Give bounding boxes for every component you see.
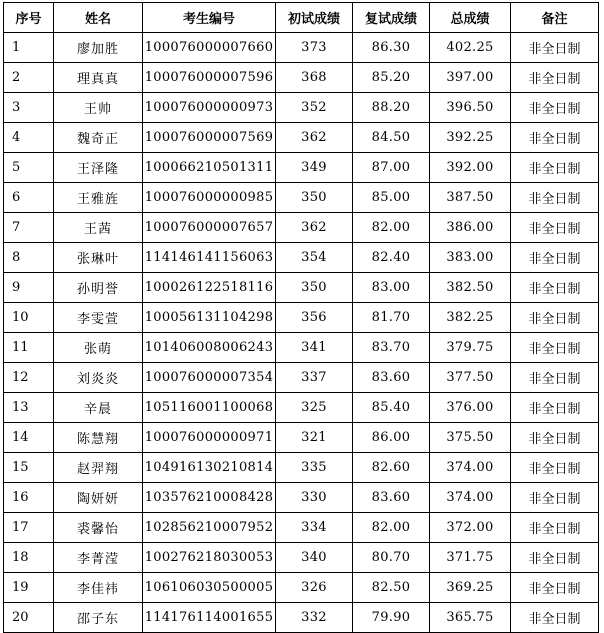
cell-exam-id: 102856210007952 bbox=[143, 513, 276, 543]
table-row bbox=[4, 63, 599, 93]
cell-prelim-score: 340 bbox=[276, 543, 353, 573]
cell-prelim-score: 332 bbox=[276, 603, 353, 633]
cell-name: 辛晨 bbox=[54, 393, 143, 423]
cell-total-score: 376.00 bbox=[430, 393, 511, 423]
cell-exam-id: 100076000007657 bbox=[143, 213, 276, 243]
cell-exam-id: 101406008006243 bbox=[143, 333, 276, 363]
table-row bbox=[4, 183, 599, 213]
header-seq: 序号 bbox=[4, 3, 54, 33]
cell-total-score: 377.50 bbox=[430, 363, 511, 393]
cell-exam-id: 100076000007596 bbox=[143, 63, 276, 93]
cell-remark: 非全日制 bbox=[511, 393, 599, 423]
cell-remark: 非全日制 bbox=[511, 363, 599, 393]
cell-remark: 非全日制 bbox=[511, 273, 599, 303]
cell-name: 李菁滢 bbox=[54, 543, 143, 573]
cell-remark: 非全日制 bbox=[511, 303, 599, 333]
cell-total-score: 365.75 bbox=[430, 603, 511, 633]
cell-remark: 非全日制 bbox=[511, 33, 599, 63]
cell-prelim-score: 356 bbox=[276, 303, 353, 333]
cell-name: 廖加胜 bbox=[54, 33, 143, 63]
table-row bbox=[4, 303, 599, 333]
cell-seq: 1 bbox=[4, 33, 54, 63]
cell-remark: 非全日制 bbox=[511, 333, 599, 363]
cell-name: 王雅旌 bbox=[54, 183, 143, 213]
cell-remark: 非全日制 bbox=[511, 93, 599, 123]
cell-retest-score: 85.00 bbox=[353, 183, 430, 213]
table-row bbox=[4, 273, 599, 303]
cell-total-score: 374.00 bbox=[430, 483, 511, 513]
table-header bbox=[4, 3, 599, 33]
table-row bbox=[4, 483, 599, 513]
cell-total-score: 372.00 bbox=[430, 513, 511, 543]
cell-remark: 非全日制 bbox=[511, 543, 599, 573]
header-prelim-score: 初试成绩 bbox=[276, 3, 353, 33]
cell-name: 张琳叶 bbox=[54, 243, 143, 273]
cell-exam-id: 100276218030053 bbox=[143, 543, 276, 573]
cell-exam-id: 114176114001655 bbox=[143, 603, 276, 633]
cell-prelim-score: 349 bbox=[276, 153, 353, 183]
cell-exam-id: 100076000007354 bbox=[143, 363, 276, 393]
cell-seq: 2 bbox=[4, 63, 54, 93]
cell-prelim-score: 335 bbox=[276, 453, 353, 483]
cell-retest-score: 82.00 bbox=[353, 513, 430, 543]
cell-exam-id: 100076000000985 bbox=[143, 183, 276, 213]
cell-retest-score: 85.20 bbox=[353, 63, 430, 93]
cell-prelim-score: 321 bbox=[276, 423, 353, 453]
cell-total-score: 397.00 bbox=[430, 63, 511, 93]
cell-prelim-score: 325 bbox=[276, 393, 353, 423]
cell-name: 李雯萱 bbox=[54, 303, 143, 333]
cell-remark: 非全日制 bbox=[511, 483, 599, 513]
cell-total-score: 382.50 bbox=[430, 273, 511, 303]
cell-prelim-score: 326 bbox=[276, 573, 353, 603]
table-row bbox=[4, 453, 599, 483]
cell-name: 魏奇正 bbox=[54, 123, 143, 153]
cell-seq: 10 bbox=[4, 303, 54, 333]
header-exam-id: 考生编号 bbox=[143, 3, 276, 33]
cell-remark: 非全日制 bbox=[511, 213, 599, 243]
cell-retest-score: 83.00 bbox=[353, 273, 430, 303]
cell-seq: 4 bbox=[4, 123, 54, 153]
cell-seq: 17 bbox=[4, 513, 54, 543]
cell-prelim-score: 341 bbox=[276, 333, 353, 363]
cell-total-score: 383.00 bbox=[430, 243, 511, 273]
cell-remark: 非全日制 bbox=[511, 153, 599, 183]
table-row bbox=[4, 513, 599, 543]
table-row bbox=[4, 333, 599, 363]
cell-exam-id: 100066210501311 bbox=[143, 153, 276, 183]
table-body bbox=[4, 33, 599, 633]
cell-retest-score: 81.70 bbox=[353, 303, 430, 333]
cell-seq: 19 bbox=[4, 573, 54, 603]
cell-prelim-score: 362 bbox=[276, 123, 353, 153]
cell-name: 陶妍妍 bbox=[54, 483, 143, 513]
cell-remark: 非全日制 bbox=[511, 453, 599, 483]
cell-seq: 8 bbox=[4, 243, 54, 273]
cell-remark: 非全日制 bbox=[511, 243, 599, 273]
cell-prelim-score: 368 bbox=[276, 63, 353, 93]
table-row bbox=[4, 573, 599, 603]
cell-retest-score: 85.40 bbox=[353, 393, 430, 423]
cell-seq: 13 bbox=[4, 393, 54, 423]
cell-name: 刘炎炎 bbox=[54, 363, 143, 393]
cell-prelim-score: 352 bbox=[276, 93, 353, 123]
cell-prelim-score: 330 bbox=[276, 483, 353, 513]
cell-prelim-score: 373 bbox=[276, 33, 353, 63]
cell-retest-score: 80.70 bbox=[353, 543, 430, 573]
cell-retest-score: 82.00 bbox=[353, 213, 430, 243]
cell-seq: 14 bbox=[4, 423, 54, 453]
cell-exam-id: 105116001100068 bbox=[143, 393, 276, 423]
cell-retest-score: 79.90 bbox=[353, 603, 430, 633]
cell-remark: 非全日制 bbox=[511, 603, 599, 633]
cell-total-score: 396.50 bbox=[430, 93, 511, 123]
cell-retest-score: 83.60 bbox=[353, 363, 430, 393]
table-row bbox=[4, 543, 599, 573]
cell-total-score: 386.00 bbox=[430, 213, 511, 243]
cell-exam-id: 104916130210814 bbox=[143, 453, 276, 483]
cell-seq: 7 bbox=[4, 213, 54, 243]
cell-exam-id: 100076000000973 bbox=[143, 93, 276, 123]
cell-retest-score: 84.50 bbox=[353, 123, 430, 153]
cell-name: 李佳祎 bbox=[54, 573, 143, 603]
table-row bbox=[4, 153, 599, 183]
cell-exam-id: 106106030500005 bbox=[143, 573, 276, 603]
cell-exam-id: 114146141156063 bbox=[143, 243, 276, 273]
cell-exam-id: 100076000007569 bbox=[143, 123, 276, 153]
cell-remark: 非全日制 bbox=[511, 123, 599, 153]
cell-prelim-score: 350 bbox=[276, 273, 353, 303]
cell-name: 王帅 bbox=[54, 93, 143, 123]
cell-remark: 非全日制 bbox=[511, 573, 599, 603]
cell-retest-score: 86.30 bbox=[353, 33, 430, 63]
cell-seq: 9 bbox=[4, 273, 54, 303]
cell-exam-id: 100076000007660 bbox=[143, 33, 276, 63]
cell-seq: 12 bbox=[4, 363, 54, 393]
cell-retest-score: 88.20 bbox=[353, 93, 430, 123]
cell-total-score: 392.00 bbox=[430, 153, 511, 183]
cell-name: 裘馨怡 bbox=[54, 513, 143, 543]
table-row bbox=[4, 393, 599, 423]
cell-total-score: 369.25 bbox=[430, 573, 511, 603]
table-row bbox=[4, 213, 599, 243]
cell-total-score: 374.00 bbox=[430, 453, 511, 483]
cell-name: 邵子东 bbox=[54, 603, 143, 633]
table-row bbox=[4, 33, 599, 63]
cell-name: 理真真 bbox=[54, 63, 143, 93]
cell-remark: 非全日制 bbox=[511, 423, 599, 453]
cell-prelim-score: 334 bbox=[276, 513, 353, 543]
table-row bbox=[4, 243, 599, 273]
header-row bbox=[4, 3, 599, 33]
cell-seq: 6 bbox=[4, 183, 54, 213]
cell-name: 赵羿翔 bbox=[54, 453, 143, 483]
header-name: 姓名 bbox=[54, 3, 143, 33]
cell-seq: 5 bbox=[4, 153, 54, 183]
table-row bbox=[4, 423, 599, 453]
cell-total-score: 382.25 bbox=[430, 303, 511, 333]
table-row bbox=[4, 93, 599, 123]
cell-total-score: 379.75 bbox=[430, 333, 511, 363]
table-row bbox=[4, 123, 599, 153]
cell-name: 孙明誉 bbox=[54, 273, 143, 303]
cell-name: 王茜 bbox=[54, 213, 143, 243]
cell-retest-score: 83.70 bbox=[353, 333, 430, 363]
cell-prelim-score: 350 bbox=[276, 183, 353, 213]
table-row bbox=[4, 363, 599, 393]
cell-name: 陈慧翔 bbox=[54, 423, 143, 453]
cell-exam-id: 100076000000971 bbox=[143, 423, 276, 453]
cell-remark: 非全日制 bbox=[511, 513, 599, 543]
header-remark: 备注 bbox=[511, 3, 599, 33]
header-retest-score: 复试成绩 bbox=[353, 3, 430, 33]
cell-retest-score: 83.60 bbox=[353, 483, 430, 513]
cell-exam-id: 103576210008428 bbox=[143, 483, 276, 513]
admission-score-table bbox=[3, 2, 599, 633]
cell-total-score: 375.50 bbox=[430, 423, 511, 453]
cell-seq: 15 bbox=[4, 453, 54, 483]
cell-prelim-score: 362 bbox=[276, 213, 353, 243]
cell-exam-id: 100026122518116 bbox=[143, 273, 276, 303]
cell-prelim-score: 354 bbox=[276, 243, 353, 273]
cell-remark: 非全日制 bbox=[511, 63, 599, 93]
header-total-score: 总成绩 bbox=[430, 3, 511, 33]
cell-total-score: 371.75 bbox=[430, 543, 511, 573]
cell-retest-score: 82.40 bbox=[353, 243, 430, 273]
cell-total-score: 402.25 bbox=[430, 33, 511, 63]
cell-retest-score: 82.60 bbox=[353, 453, 430, 483]
cell-total-score: 387.50 bbox=[430, 183, 511, 213]
cell-remark: 非全日制 bbox=[511, 183, 599, 213]
cell-exam-id: 100056131104298 bbox=[143, 303, 276, 333]
cell-seq: 20 bbox=[4, 603, 54, 633]
cell-retest-score: 86.00 bbox=[353, 423, 430, 453]
cell-total-score: 392.25 bbox=[430, 123, 511, 153]
table-row bbox=[4, 603, 599, 633]
cell-prelim-score: 337 bbox=[276, 363, 353, 393]
cell-seq: 16 bbox=[4, 483, 54, 513]
cell-seq: 11 bbox=[4, 333, 54, 363]
cell-retest-score: 87.00 bbox=[353, 153, 430, 183]
cell-seq: 3 bbox=[4, 93, 54, 123]
cell-seq: 18 bbox=[4, 543, 54, 573]
cell-retest-score: 82.50 bbox=[353, 573, 430, 603]
cell-name: 王泽隆 bbox=[54, 153, 143, 183]
cell-name: 张萌 bbox=[54, 333, 143, 363]
